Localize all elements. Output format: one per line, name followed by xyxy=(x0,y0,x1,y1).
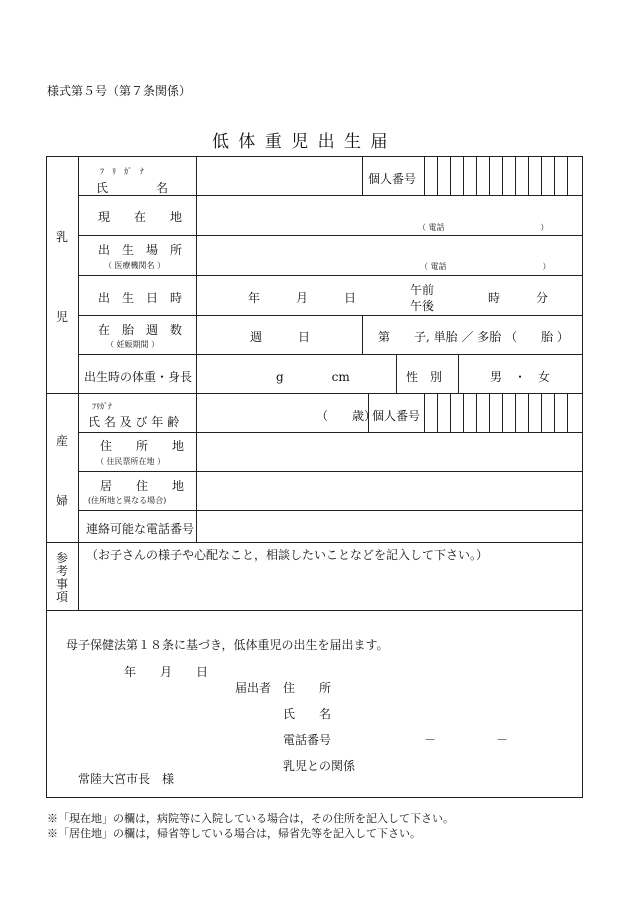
mother-id-label: 個人番号 xyxy=(372,409,421,423)
footnote-2: ※「居住地」の欄は，帰省等している場合は，帰省先等を記入して下さい。 xyxy=(47,827,421,840)
row-line xyxy=(78,354,582,355)
digit-divider xyxy=(528,156,529,195)
reporter-name-label: 氏 名 xyxy=(283,707,332,721)
addressee: 常陸大宮市長 様 xyxy=(78,772,175,786)
digit-divider xyxy=(567,156,568,195)
notes-hint: （お子さんの様子や心配なこと，相談したいことなどを記入して下さい。） xyxy=(86,548,489,562)
form-number: 様式第５号（第７条関係） xyxy=(47,84,192,98)
reporter-relationship-label: 乳児との関係 xyxy=(283,759,356,773)
birthplace-phone: （ 電話 ） xyxy=(420,262,551,271)
cell-divider xyxy=(424,393,425,432)
digit-divider xyxy=(515,393,516,432)
digit-divider xyxy=(463,393,464,432)
digit-divider xyxy=(515,156,516,195)
digit-divider xyxy=(450,393,451,432)
digit-divider xyxy=(502,393,503,432)
infant-address-label: 現 在 地 xyxy=(98,210,183,224)
digit-divider xyxy=(476,393,477,432)
section-line xyxy=(46,610,583,611)
mother-residence-sublabel: (住所地と異なる場合) xyxy=(88,496,167,505)
mother-section-label-top: 産 xyxy=(56,434,69,448)
digit-divider xyxy=(502,156,503,195)
digit-divider xyxy=(567,393,568,432)
reporter-phone-dashes: － － xyxy=(424,733,509,747)
digit-divider xyxy=(489,393,490,432)
weight-height-units: g cm xyxy=(276,370,350,384)
mother-age: （ 歳） xyxy=(316,409,377,423)
digit-divider xyxy=(528,393,529,432)
section-line xyxy=(46,542,583,543)
infant-furigana-label: ﾌ ﾘ ｶﾞ ﾅ xyxy=(100,167,144,176)
footnote-1: ※「現在地」の欄は，病院等に入院している場合は，その住所を記入して下さい。 xyxy=(47,812,454,825)
birth-time-am: 午前 xyxy=(410,283,435,297)
digit-divider xyxy=(554,156,555,195)
gestation-label: 在 胎 週 数 xyxy=(98,323,183,337)
gestation-weeks: 週 日 xyxy=(250,330,311,344)
birthdate-ymd: 年 月 日 xyxy=(248,291,357,305)
table-right-border xyxy=(582,156,583,798)
table-left-border xyxy=(46,156,47,798)
birth-time-hm: 時 分 xyxy=(488,291,549,305)
mother-section-label-bottom: 婦 xyxy=(56,494,69,508)
birth-order-multiplicity: 第 子, 単胎 ／ 多胎 （ 胎 ） xyxy=(378,330,569,344)
row-line xyxy=(78,275,582,276)
birthplace-sublabel: （ 医療機関名 ） xyxy=(104,261,166,270)
row-line xyxy=(78,432,582,433)
declaration-date: 年 月 日 xyxy=(124,665,209,679)
birth-time-pm: 午後 xyxy=(410,299,435,313)
cell-divider xyxy=(396,354,397,393)
mother-residence-label: 居 住 地 xyxy=(100,479,185,493)
cell-divider xyxy=(362,315,363,354)
digit-divider xyxy=(437,393,438,432)
digit-divider xyxy=(541,393,542,432)
digit-divider xyxy=(437,156,438,195)
birthplace-label: 出 生 場 所 xyxy=(98,243,183,257)
digit-divider xyxy=(489,156,490,195)
gestation-sublabel: （ 妊娠期間 ） xyxy=(106,340,160,349)
reporter-phone-label: 電話番号 xyxy=(283,733,332,747)
row-line xyxy=(78,510,582,511)
cell-divider xyxy=(458,354,459,393)
row-line xyxy=(78,315,582,316)
reporter-address-label: 届出者 住 所 xyxy=(235,681,332,695)
infant-section-label-bottom: 児 xyxy=(56,310,69,324)
digit-divider xyxy=(541,156,542,195)
weight-height-label: 出生時の体重・身長 xyxy=(84,370,193,384)
infant-id-label: 個人番号 xyxy=(368,172,417,186)
infant-address-phone: （ 電話 ） xyxy=(418,223,549,232)
mother-furigana-label: ﾌﾘｶﾞﾅ xyxy=(92,402,112,411)
mother-address-label: 住 所 地 xyxy=(100,439,185,453)
notes-section-label: 参考事項 xyxy=(56,551,69,604)
mother-phone-label: 連絡可能な電話番号 xyxy=(86,522,195,536)
row-line xyxy=(78,471,582,472)
mother-name-age-label: 氏 名 及 び 年 齢 xyxy=(88,415,180,429)
declaration-statement: 母子保健法第１８条に基づき，低体重児の出生を届出ます。 xyxy=(66,638,389,652)
sex-label: 性 別 xyxy=(406,370,443,384)
birthdate-label: 出 生 日 時 xyxy=(98,291,183,305)
form-title: 低 体 重 児 出 生 届 xyxy=(212,132,390,152)
label-column-divider xyxy=(196,156,197,542)
table-bottom-border xyxy=(46,797,583,798)
infant-name-label: 氏 名 xyxy=(96,181,169,195)
digit-divider xyxy=(463,156,464,195)
row-line xyxy=(78,235,582,236)
digit-divider xyxy=(450,156,451,195)
infant-section-label-top: 乳 xyxy=(56,230,69,244)
cell-divider xyxy=(424,156,425,195)
digit-divider xyxy=(476,156,477,195)
digit-divider xyxy=(554,393,555,432)
sex-options: 男 ・ 女 xyxy=(490,370,551,384)
mother-address-sublabel: （ 住民票所在地 ） xyxy=(96,457,166,466)
cell-divider xyxy=(362,156,363,195)
